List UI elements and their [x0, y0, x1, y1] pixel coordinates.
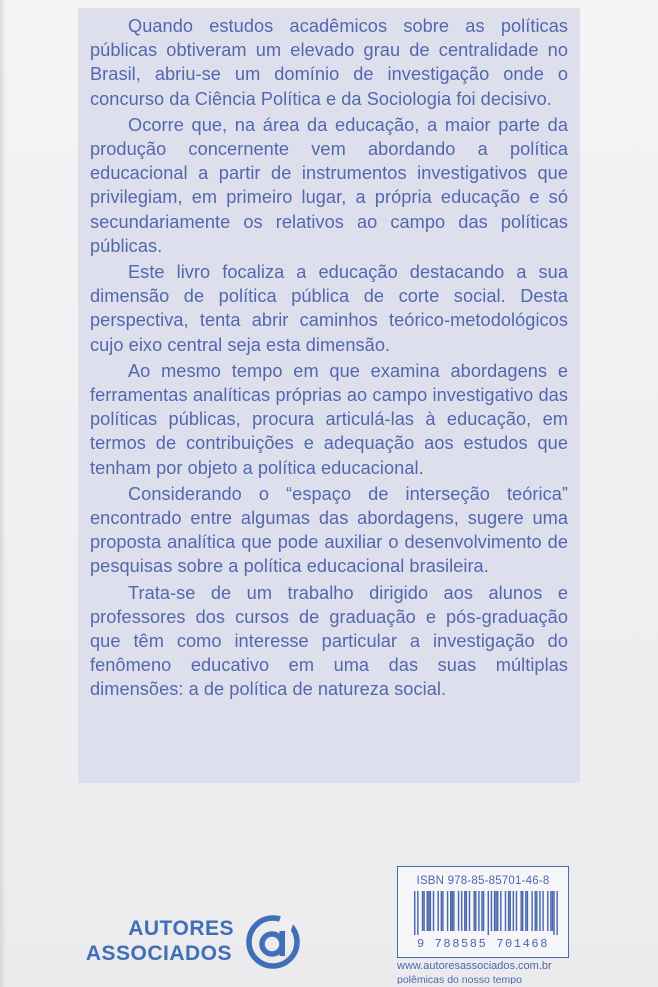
publisher-name-line2: ASSOCIADOS	[85, 942, 232, 965]
cover-edge	[0, 0, 6, 987]
barcode-bar	[437, 891, 438, 931]
barcode-bar	[441, 891, 442, 931]
barcode-bar	[478, 891, 479, 931]
barcode-bar	[508, 891, 509, 931]
barcode-bar	[527, 891, 528, 931]
barcode-bar	[491, 891, 492, 931]
barcode-bar	[547, 891, 548, 931]
isbn-label: ISBN 978-85-85701-46-8	[416, 875, 550, 887]
barcode-bar	[495, 891, 496, 931]
barcode-bar	[453, 891, 454, 931]
paragraph-5: Considerando o “espaço de interseção teórica” encontrado entre algumas das abordagens, sugere uma proposta analítica que pode auxiliar o desenvolvimento de pesquisas sobre a política educacional brasileira.	[90, 483, 568, 577]
barcode-bar	[414, 891, 415, 935]
barcode-bars	[414, 891, 558, 935]
barcode-bar	[427, 891, 428, 931]
barcode-bar	[513, 891, 514, 931]
barcode-bar	[428, 891, 429, 931]
barcode-bar	[539, 891, 540, 931]
barcode-bar	[550, 891, 551, 931]
barcode-bar	[488, 891, 489, 935]
barcode-bar	[442, 891, 443, 931]
barcode-bar	[483, 891, 484, 931]
barcode-bar	[552, 891, 553, 931]
barcode-bar	[494, 891, 495, 931]
publisher-website: www.autoresassociados.com.br	[397, 960, 552, 972]
barcode-bar	[520, 891, 521, 931]
paragraph-3: Este livro focaliza a educação destacando a sua dimensão de política pública de corte social. Desta perspectiva, tenta abrir caminhos teórico-metodológicos cujo eixo central seja esta dimensão.	[90, 262, 568, 355]
publisher-logo	[85, 915, 304, 971]
barcode-bar	[466, 891, 467, 931]
paragraph-4: Ao mesmo tempo em que examina abordagens e ferramentas analíticas próprias ao campo investigativo das políticas públicas, procura articulá-las à educação, em termos de contribuições e adequação aos estudos que tenham por objeto a política educacional.	[90, 360, 568, 478]
barcode-bar	[505, 891, 506, 931]
barcode-bar	[475, 891, 476, 931]
barcode-bar	[461, 891, 462, 931]
barcode-bar	[450, 891, 451, 931]
isbn-barcode-box	[397, 866, 569, 958]
publisher-name-line1: AUTORES	[128, 917, 234, 940]
barcode-bar	[509, 891, 510, 931]
barcode-digits: 9 788585 701468	[416, 937, 550, 951]
paragraph-2: Ocorre que, na área da educação, a maior parte da produção concernente vem abordando a política educacional a partir de instrumentos investigativos que privilegiam, em primeiro lugar, a própria educação e só secundariamente os relativos ao campo das políticas públicas.	[90, 114, 568, 256]
barcode-bar	[473, 891, 474, 931]
barcode-bar	[422, 891, 423, 931]
barcode-bar	[417, 891, 418, 935]
publisher-tagline: polêmicas do nosso tempo	[397, 974, 522, 984]
barcode-bar	[433, 891, 434, 931]
barcode-bar	[535, 891, 536, 931]
barcode-bar	[500, 891, 501, 931]
barcode-bar	[522, 891, 523, 931]
barcode-bar	[469, 891, 470, 931]
barcode-bar	[423, 891, 424, 931]
publisher-a-logo-icon	[246, 915, 300, 969]
barcode-bar	[452, 891, 453, 931]
barcode-bar	[525, 891, 526, 931]
back-cover-text-panel	[78, 8, 580, 783]
barcode-bar	[464, 891, 465, 931]
barcode-bar	[556, 891, 557, 935]
barcode-bar	[430, 891, 431, 931]
barcode-bar	[536, 891, 537, 931]
paragraph-1: Quando estudos acadêmicos sobre as políticas públicas obtiveram um elevado grau de centralidade no Brasil, abriu-se um domínio de investigação onde o concurso da Ciência Política e da Sociologia foi decisivo.	[90, 16, 568, 109]
barcode-bar	[447, 891, 448, 931]
barcode-bar	[481, 891, 482, 931]
barcode-bar	[542, 891, 543, 931]
barcode-bar	[497, 891, 498, 931]
barcode-bar	[553, 891, 554, 935]
barcode-bar	[458, 891, 459, 931]
barcode-bar	[516, 891, 517, 931]
barcode-bar	[531, 891, 532, 931]
paragraph-6: Trata-se de um trabalho dirigido aos alunos e professores dos cursos de graduação e pós-graduação que têm como interesse particular a investigação do fenômeno educativo em uma das suas múltiplas dimensões: a de política de natureza social.	[90, 582, 568, 700]
